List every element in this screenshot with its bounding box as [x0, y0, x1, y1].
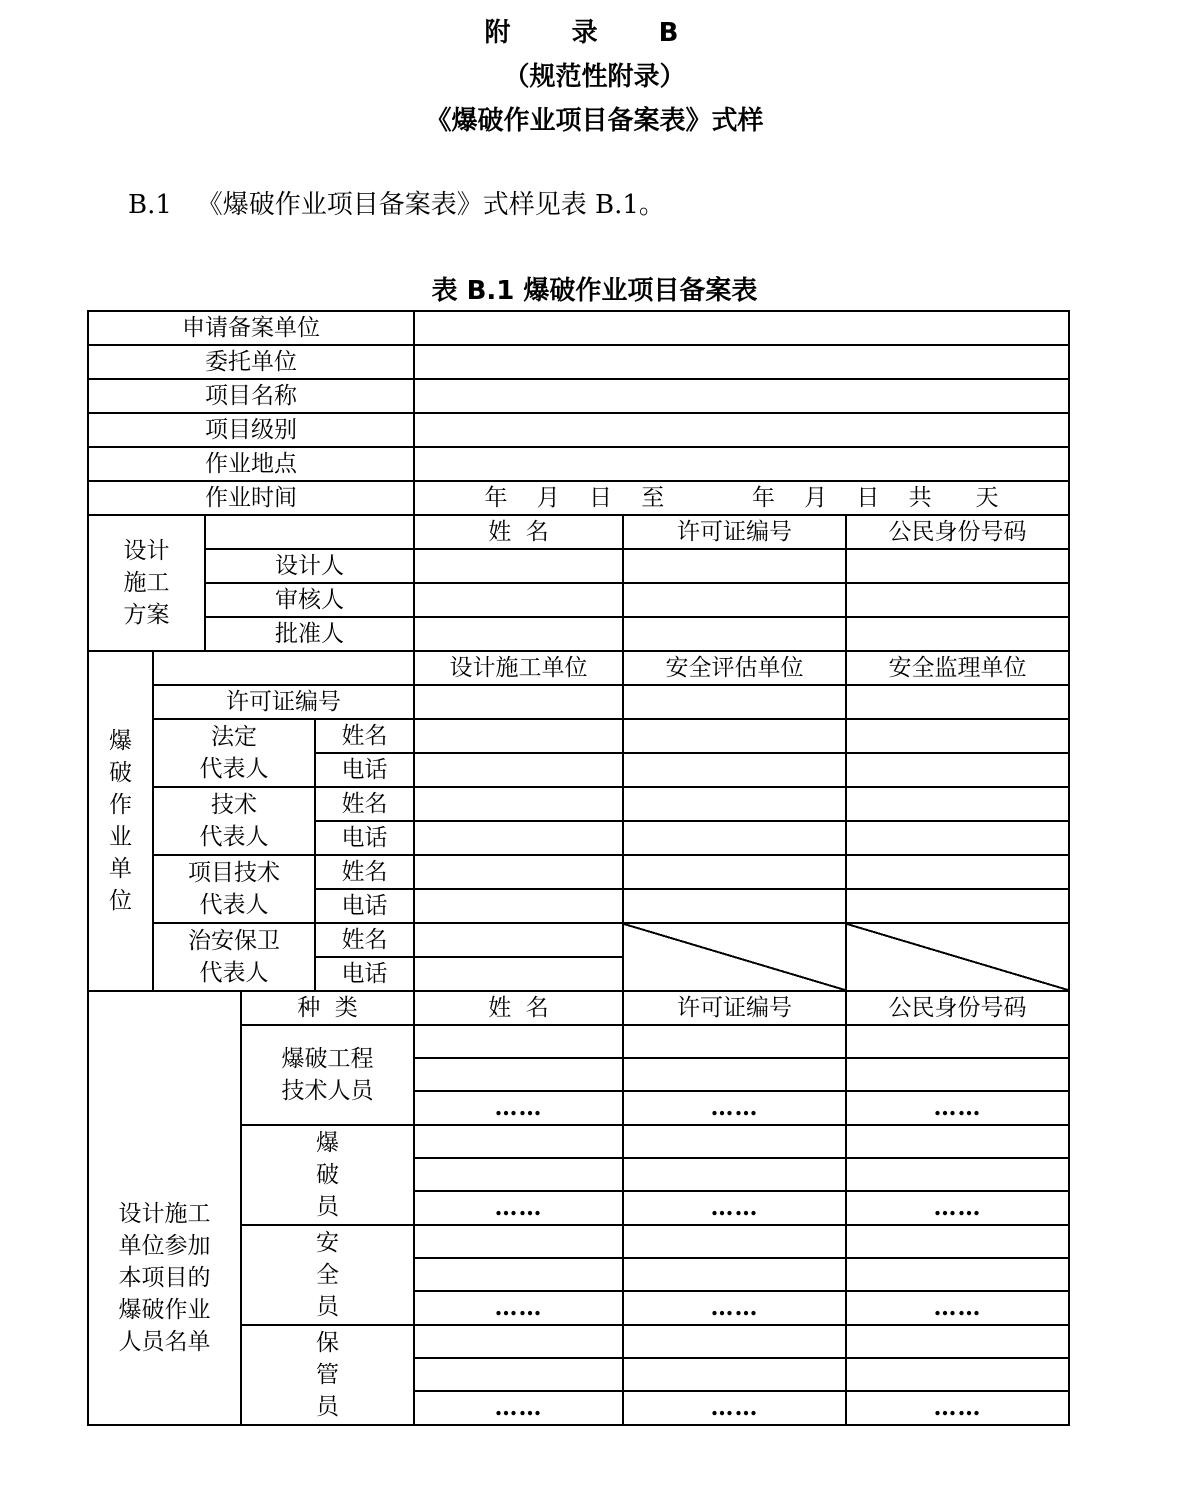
rep-label: 技术 代表人 — [153, 787, 315, 855]
column-header: 安全监理单位 — [846, 651, 1069, 685]
appendix-heading: 《爆破作业项目备案表》式样 — [425, 106, 764, 136]
blasting-unit-group-label: 爆 破 作 业 单 位 — [88, 651, 153, 991]
row-label: 项目级别 — [88, 413, 414, 447]
crossed-out-cell — [623, 923, 846, 991]
input-cell[interactable] — [623, 549, 846, 583]
input-cell[interactable] — [414, 1125, 623, 1158]
ellipsis-cell: …… — [846, 1191, 1069, 1225]
appendix-subtitle: （规范性附录） — [503, 62, 686, 92]
column-header: 设计施工单位 — [414, 651, 623, 685]
row-label: 许可证编号 — [153, 685, 414, 719]
input-cell[interactable] — [414, 719, 623, 753]
table-row — [88, 447, 1069, 481]
input-cell[interactable] — [846, 685, 1069, 719]
table-row — [88, 719, 1069, 753]
input-cell[interactable] — [623, 821, 846, 855]
table-row — [88, 685, 1069, 719]
table-row — [88, 991, 1069, 1025]
input-cell[interactable] — [846, 1158, 1069, 1191]
personnel-group-label: 设计施工 单位参加 本项目的 爆破作业 人员名单 — [88, 991, 241, 1425]
input-cell[interactable] — [414, 379, 1069, 413]
input-cell[interactable] — [623, 1358, 846, 1391]
table-row — [88, 583, 1069, 617]
input-cell[interactable] — [623, 787, 846, 821]
column-header: 公民身份号码 — [846, 515, 1069, 549]
input-cell[interactable] — [414, 855, 623, 889]
personnel-type-label: 爆 破 员 — [241, 1125, 414, 1225]
row-label: 作业时间 — [88, 481, 414, 515]
input-cell[interactable] — [414, 685, 623, 719]
input-cell[interactable] — [623, 889, 846, 923]
row-label: 委托单位 — [88, 345, 414, 379]
input-cell[interactable] — [414, 311, 1069, 345]
input-cell[interactable] — [846, 889, 1069, 923]
rep-label: 项目技术 代表人 — [153, 855, 315, 923]
input-cell[interactable] — [623, 855, 846, 889]
input-cell[interactable] — [414, 1158, 623, 1191]
table-row — [88, 379, 1069, 413]
sub-label: 姓名 — [315, 719, 414, 753]
input-cell[interactable] — [623, 1058, 846, 1091]
input-cell[interactable] — [846, 719, 1069, 753]
input-cell[interactable] — [414, 1258, 623, 1291]
row-label: 审核人 — [205, 583, 414, 617]
column-header: 许可证编号 — [623, 991, 846, 1025]
row-label: 申请备案单位 — [88, 311, 414, 345]
rep-label: 法定 代表人 — [153, 719, 315, 787]
input-cell[interactable] — [846, 1058, 1069, 1091]
work-time-cell[interactable]: 年 月 日 至 年 月 日 共 天 — [414, 481, 1069, 515]
input-cell[interactable] — [623, 1325, 846, 1358]
input-cell[interactable] — [623, 1125, 846, 1158]
personnel-type-label: 爆破工程 技术人员 — [241, 1025, 414, 1125]
input-cell[interactable] — [846, 617, 1069, 651]
design-plan-group-label: 设计 施工 方案 — [88, 515, 205, 651]
table-row — [88, 549, 1069, 583]
appendix-title: 附 录 B — [484, 18, 705, 48]
sub-label: 姓名 — [315, 923, 414, 957]
input-cell[interactable] — [414, 889, 623, 923]
row-label: 设计人 — [205, 549, 414, 583]
input-cell[interactable] — [414, 447, 1069, 481]
crossed-out-cell — [846, 923, 1069, 991]
blank-cell — [205, 515, 414, 549]
sub-label: 电话 — [315, 753, 414, 787]
ellipsis-cell: …… — [414, 1091, 623, 1125]
sub-label: 姓名 — [315, 855, 414, 889]
table-row — [88, 651, 1069, 685]
input-cell[interactable] — [414, 1358, 623, 1391]
column-header: 安全评估单位 — [623, 651, 846, 685]
column-header: 种 类 — [241, 991, 414, 1025]
input-cell[interactable] — [846, 1325, 1069, 1358]
row-label: 项目名称 — [88, 379, 414, 413]
input-cell[interactable] — [846, 1025, 1069, 1058]
column-header: 公民身份号码 — [846, 991, 1069, 1025]
input-cell[interactable] — [846, 753, 1069, 787]
input-cell[interactable] — [623, 583, 846, 617]
sub-label: 电话 — [315, 821, 414, 855]
ellipsis-cell: …… — [846, 1091, 1069, 1125]
input-cell[interactable] — [623, 685, 846, 719]
input-cell[interactable] — [846, 1125, 1069, 1158]
input-cell[interactable] — [846, 1258, 1069, 1291]
ellipsis-cell: …… — [623, 1091, 846, 1125]
input-cell[interactable] — [623, 1158, 846, 1191]
ellipsis-cell: …… — [846, 1391, 1069, 1425]
sub-label: 电话 — [315, 957, 414, 991]
table-row — [88, 311, 1069, 345]
sub-label: 姓名 — [315, 787, 414, 821]
table-row — [88, 345, 1069, 379]
input-cell[interactable] — [414, 617, 623, 651]
input-cell[interactable] — [414, 787, 623, 821]
input-cell[interactable] — [846, 1225, 1069, 1258]
input-cell[interactable] — [846, 855, 1069, 889]
input-cell[interactable] — [846, 821, 1069, 855]
table-row — [88, 515, 1069, 549]
column-header: 姓 名 — [414, 991, 623, 1025]
input-cell[interactable] — [414, 1325, 623, 1358]
table-row — [88, 855, 1069, 889]
input-cell[interactable] — [623, 1225, 846, 1258]
input-cell[interactable] — [623, 1025, 846, 1058]
input-cell[interactable] — [414, 821, 623, 855]
input-cell[interactable] — [414, 1225, 623, 1258]
clause-text: B.1 《爆破作业项目备案表》式样见表 B.1。 — [128, 190, 665, 220]
input-cell[interactable] — [414, 1058, 623, 1091]
input-cell[interactable] — [414, 583, 623, 617]
table-caption: 表 B.1 爆破作业项目备案表 — [431, 276, 758, 306]
input-cell[interactable] — [414, 923, 623, 957]
table-row — [88, 923, 1069, 957]
ellipsis-cell: …… — [623, 1191, 846, 1225]
ellipsis-cell: …… — [414, 1291, 623, 1325]
table-row — [88, 413, 1069, 447]
rep-label: 治安保卫 代表人 — [153, 923, 315, 991]
table-row — [88, 787, 1069, 821]
ellipsis-cell: …… — [623, 1291, 846, 1325]
input-cell[interactable] — [846, 787, 1069, 821]
input-cell[interactable] — [623, 1258, 846, 1291]
input-cell[interactable] — [414, 753, 623, 787]
ellipsis-cell: …… — [414, 1191, 623, 1225]
column-header: 许可证编号 — [623, 515, 846, 549]
input-cell[interactable] — [414, 413, 1069, 447]
personnel-type-label: 安 全 员 — [241, 1225, 414, 1325]
ellipsis-cell: …… — [846, 1291, 1069, 1325]
input-cell[interactable] — [414, 549, 623, 583]
row-label: 批准人 — [205, 617, 414, 651]
input-cell[interactable] — [414, 957, 623, 991]
filing-form-table — [87, 310, 1070, 1426]
input-cell[interactable] — [623, 753, 846, 787]
input-cell[interactable] — [846, 1358, 1069, 1391]
table-row — [88, 481, 1069, 515]
personnel-type-label: 保 管 员 — [241, 1325, 414, 1425]
sub-label: 电话 — [315, 889, 414, 923]
row-label: 作业地点 — [88, 447, 414, 481]
column-header: 姓 名 — [414, 515, 623, 549]
input-cell[interactable] — [846, 583, 1069, 617]
blank-cell — [153, 651, 414, 685]
input-cell[interactable] — [623, 617, 846, 651]
input-cell[interactable] — [846, 549, 1069, 583]
ellipsis-cell: …… — [623, 1391, 846, 1425]
ellipsis-cell: …… — [414, 1391, 623, 1425]
input-cell[interactable] — [623, 719, 846, 753]
input-cell[interactable] — [414, 345, 1069, 379]
table-row — [88, 617, 1069, 651]
input-cell[interactable] — [414, 1025, 623, 1058]
